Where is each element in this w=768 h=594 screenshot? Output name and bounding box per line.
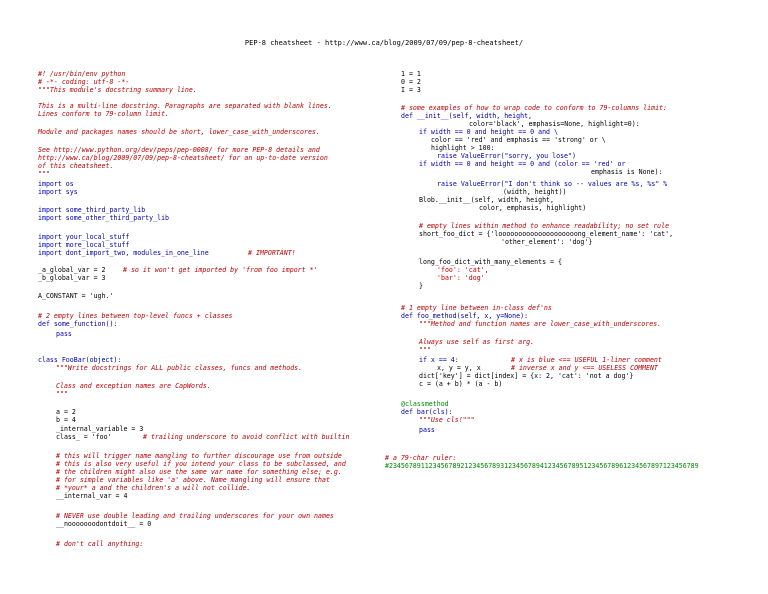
code-line: @classmethod: [401, 400, 449, 408]
code-line: raise ValueError("sorry, you lose"): [437, 152, 576, 160]
code-line: I = 3: [401, 86, 421, 94]
code-line: Module and packages names should be short, lower_case_with_underscores.: [38, 128, 320, 136]
code-line: # *your* a and the children's a will not collide.: [56, 484, 251, 492]
code-line: import sys: [38, 188, 78, 196]
code-line: """Write docstrings for ALL public classes, funcs and methods.: [56, 364, 303, 372]
code-line: _a_global_var = 2: [38, 266, 106, 274]
code-line: Lines conform to 79-column limit.: [38, 110, 170, 118]
code-line: http://www.ca/blog/2009/07/09/pep-8-cheatsheet/ for an up-to-date version: [38, 154, 328, 162]
code-line: x, y = y, x: [437, 364, 481, 372]
code-line: # IMPORTANT!: [248, 249, 296, 257]
code-line: 0 = 2: [401, 78, 421, 86]
code-line: def __init__(self, width, height,: [401, 112, 533, 120]
code-line: """Use cls!""": [419, 416, 475, 424]
code-line: 'other_element': 'dog'}: [501, 238, 593, 246]
code-line: #! /usr/bin/env python: [38, 70, 126, 78]
code-line: class_ = 'foo': [56, 433, 112, 441]
code-line: #234567891123456789212345678931234567894123456789512345678961234567897123456789: [385, 462, 699, 470]
code-line: dict['key'] = dict[index] = {x: 2, 'cat': 'not a dog'}: [419, 372, 634, 380]
code-line: import some_other_third_party_lib: [38, 214, 170, 222]
code-line: # x is blue <== USEFUL 1-liner comment: [511, 356, 662, 364]
code-line: highlight > 100:: [431, 144, 495, 152]
code-line: Class and exception names are CapWords.: [56, 382, 211, 390]
code-line: # for simple variables like 'a' above. Name mangling will ensure that: [56, 476, 330, 484]
code-line: Blob.__init__(self, width, height,: [419, 196, 554, 204]
code-line: # 2 empty lines between top-level funcs + classes: [38, 312, 233, 320]
code-line: (width, height)): [503, 188, 567, 196]
code-line: b = 4: [56, 416, 76, 424]
code-line: See http://www.python.org/dev/peps/pep-0008/ for more PEP-8 details and: [38, 146, 320, 154]
code-line: import your_local_stuff: [38, 233, 130, 241]
code-line: __nooooooodontdoit__ = 0: [56, 520, 152, 528]
code-line: """Method and function names are lower_case_with_underscores.: [419, 320, 662, 328]
code-line: # empty lines within method to enhance readability; no set rule: [419, 222, 670, 230]
code-line: color, emphasis, highlight): [479, 204, 587, 212]
code-line: if width == 0 and height == 0 and \: [419, 128, 558, 136]
code-line: short_foo_dict = {'loooooooooooooooooooong_element_name': 'cat',: [419, 230, 674, 238]
code-line: """This module's docstring summary line.: [38, 86, 197, 94]
code-line: if width == 0 and height == 0 and (color == 'red' or: [419, 160, 626, 168]
code-line: }: [419, 282, 423, 290]
page-title: PEP-8 cheatsheet - http://www.ca/blog/2009/07/09/pep-8-cheatsheet/: [244, 39, 524, 47]
code-line: import more_local_stuff: [38, 241, 130, 249]
code-line: import some_third_party_lib: [38, 206, 146, 214]
code-line: """: [38, 170, 50, 178]
code-line: # 1 empty line between in-class def'ns: [401, 304, 552, 312]
code-line: # some examples of how to wrap code to conform to 79-columns limit:: [401, 104, 667, 112]
code-line: def foo_method(self, x, y=None):: [401, 312, 529, 320]
code-line: _b_global_var = 3: [38, 274, 106, 282]
code-line: long_foo_dict_with_many_elements = {: [419, 258, 562, 266]
code-line: class FooBar(object):: [38, 356, 122, 364]
code-line: color='black', emphasis=None, highlight=0):: [469, 120, 640, 128]
code-line: A_CONSTANT = 'ugh.': [38, 292, 114, 300]
code-line: # this is also very useful if you intend your class to be subclassed, and: [56, 460, 346, 468]
code-line: _internal_variable = 3: [56, 425, 144, 433]
code-line: color == 'red' and emphasis == 'strong' or \: [431, 136, 606, 144]
code-line: emphasis is None):: [591, 168, 663, 176]
code-line: # inverse x and y <== USELESS COMMENT: [511, 364, 658, 372]
code-line: 'bar': 'dog': [437, 274, 485, 282]
code-line: 'foo': 'cat',: [437, 266, 489, 274]
code-line: """: [419, 346, 431, 354]
code-line: of this cheatsheet.: [38, 162, 114, 170]
code-line: # don't call anything:: [56, 540, 144, 548]
code-line: raise ValueError("I don't think so -- values are %s, %s" %: [437, 180, 668, 188]
code-line: # NEVER use double leading and trailing underscores for your own names: [56, 512, 334, 520]
code-line: # this will trigger name mangling to further discourage use from outside: [56, 452, 342, 460]
code-line: 1 = 1: [401, 70, 421, 78]
code-line: pass: [419, 426, 435, 434]
code-line: import dont_import_two, modules_in_one_line: [38, 249, 209, 257]
code-line: Always use self as first arg.: [419, 338, 535, 346]
code-line: if x == 4:: [419, 356, 459, 364]
code-line: # -*- coding: utf-8 -*-: [38, 78, 130, 86]
code-line: # the children might also use the same var name for something else; e.g.: [56, 468, 342, 476]
code-line: import os: [38, 180, 74, 188]
code-line: c = (a + b) * (a - b): [419, 380, 503, 388]
code-line: # a 79-char ruler:: [385, 454, 457, 462]
code-line: # so it won't get imported by 'from foo import *': [123, 266, 318, 274]
code-line: __internal_var = 4: [56, 492, 128, 500]
code-line: a = 2: [56, 408, 76, 416]
code-line: pass: [56, 330, 72, 338]
code-line: def some_function():: [38, 320, 118, 328]
code-line: def bar(cls):: [401, 408, 453, 416]
code-line: """: [56, 390, 68, 398]
code-line: # trailing underscore to avoid conflict with builtin: [143, 433, 350, 441]
code-line: This is a multi-line docstring. Paragraphs are separated with blank lines.: [38, 102, 332, 110]
